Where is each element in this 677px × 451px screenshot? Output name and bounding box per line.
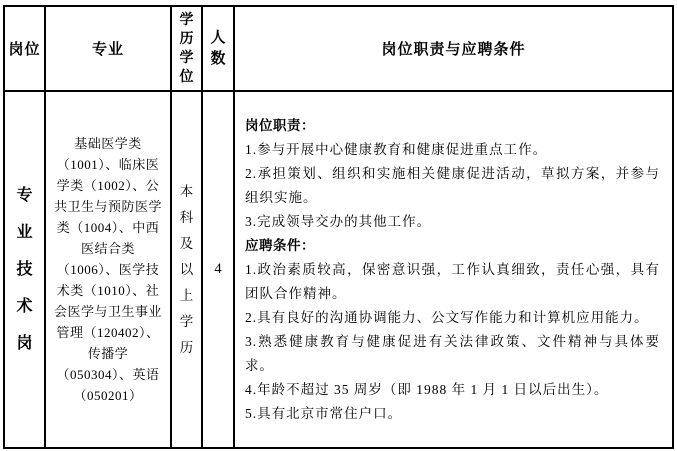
condition-item: 3.熟悉健康教育与健康促进有关法律政策、文件精神与具体要求。 <box>245 333 660 373</box>
position-value: 专业技术岗 <box>16 187 33 352</box>
header-cell-requirements <box>235 7 672 92</box>
conditions-title: 应聘条件： <box>245 237 315 253</box>
major-value: 基础医学类（1001）、临床医学类（1002）、公共卫生与预防医学类（1004）、中西医结合类（1006）、医学技术类（1010）、社会医学与卫生事业管理（120402）、传播学（050304）、英语（050201） <box>53 136 162 403</box>
duty-item: 1.参与开展中心健康教育和健康促进重点工作。 <box>245 141 548 157</box>
condition-item: 1.政治素质较高，保密意识强，工作认真细致，责任心强，具有团队合作精神。 <box>245 261 660 301</box>
condition-item: 5.具有北京市常住户口。 <box>245 405 403 421</box>
duties-title: 岗位职责： <box>245 117 315 133</box>
recruitment-table <box>3 5 674 449</box>
duty-item: 2.承担策划、组织和实施相关健康促进活动，草拟方案，并参与组织实施。 <box>245 165 660 205</box>
header-cell-major <box>46 7 172 92</box>
condition-item: 2.具有良好的沟通协调能力、公文写作能力和计算机应用能力。 <box>245 309 649 325</box>
row-cell-education <box>172 92 203 447</box>
duty-item: 3.完成领导交办的其他工作。 <box>245 213 432 229</box>
education-value: 本科及以上学历 <box>179 183 194 355</box>
header-requirements-label: 岗位职责与应聘条件 <box>381 42 526 58</box>
header-cell-education <box>172 7 203 92</box>
header-cell-headcount <box>203 7 235 92</box>
row-cell-requirements <box>235 92 672 447</box>
row-cell-headcount <box>203 92 235 447</box>
row-cell-position <box>5 92 46 447</box>
row-cell-major <box>46 92 172 447</box>
header-major-label: 专业 <box>91 42 124 58</box>
headcount-value: 4 <box>214 261 222 277</box>
header-position-label: 岗位 <box>8 42 41 58</box>
condition-item: 4.年龄不超过 35 周岁（即 1988 年 1 月 1 日以后出生）。 <box>245 381 609 397</box>
header-cell-position <box>5 7 46 92</box>
header-education-label: 学历学位 <box>179 12 194 85</box>
header-headcount-label: 人数 <box>210 29 226 67</box>
